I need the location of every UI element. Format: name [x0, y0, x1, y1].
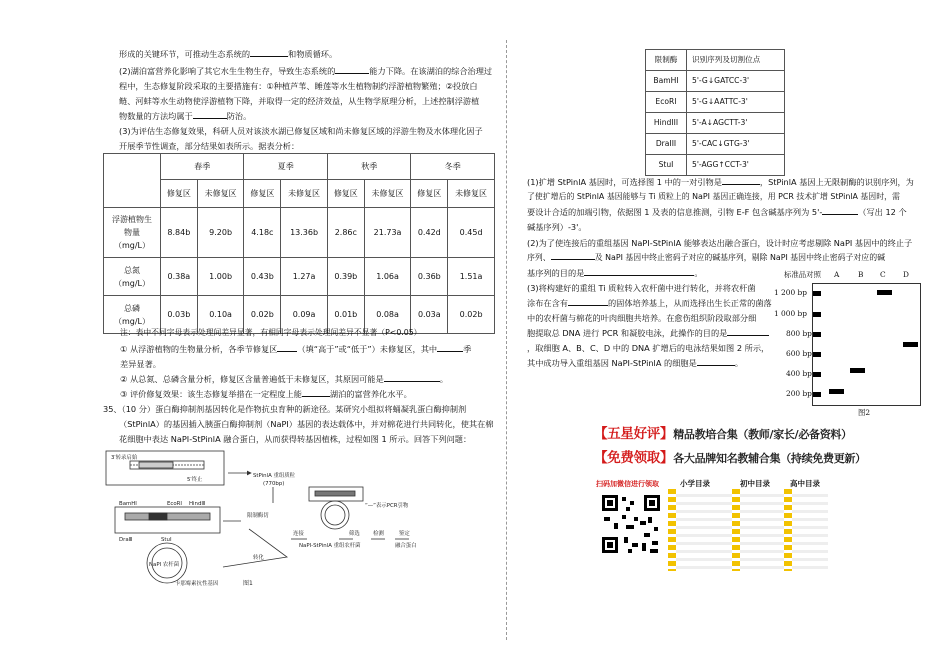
table-cell: 0.03a: [411, 296, 448, 334]
season-header: 春季: [161, 154, 244, 180]
table-cell: 2.86c: [327, 208, 364, 258]
answer-blank: [727, 335, 769, 336]
text: 其中成功导入重组基因 NaPI-StPinlA 的细胞是: [527, 358, 697, 368]
text: 基序列的目的是: [527, 268, 585, 278]
season-header: 秋季: [327, 154, 410, 180]
fig1-text: 鉴定: [399, 531, 410, 537]
text: ，StPinlA 基因上无限制酶的识别序列，为: [759, 177, 914, 187]
fig1-text: 5′终止: [187, 477, 203, 483]
text: 的固体培养基上，从而选择出生长正常的菌落: [607, 298, 772, 308]
text: ② 从总氮、总磷含量分析，修复区含量普遍低于未修复区，其原因可能是: [120, 374, 384, 384]
ad-banner[interactable]: [594, 426, 866, 574]
table-cell: 0.42d: [411, 208, 448, 258]
table-row: [646, 113, 785, 134]
table-cell: 0.39b: [327, 258, 364, 296]
answer-blank: [722, 184, 760, 185]
table-cell: 8.84b: [161, 208, 198, 258]
ad-col-label: 小学目录: [680, 479, 710, 488]
table-cell: 0.08a: [364, 296, 411, 334]
fig1-text: NaPI-StPinlA 重组农杆菌: [299, 543, 361, 549]
row-label: 总磷 （mg/L）: [104, 296, 161, 334]
sub-question: [120, 387, 412, 401]
question-line: [119, 64, 492, 78]
row-label: 总氮 （mg/L）: [104, 258, 161, 296]
fig1-text: 卡那霉素抗性基因: [175, 581, 219, 587]
gel-band: [813, 312, 821, 317]
ad-headline-2: 【免费领取】各大品牌知名教辅合集（持续免费更新）: [594, 450, 866, 466]
fig1-text: 筛选: [349, 531, 360, 537]
fig1-text: 3′转录启始: [111, 455, 138, 461]
table-header: 限制酶: [646, 50, 687, 71]
text: ③ 评价修复效果：该生态修复举措在一定程度上能: [120, 389, 302, 399]
answer-blank: [822, 214, 858, 215]
sub-question: [120, 342, 471, 356]
text: 能力下降。在该湖泊的综合治理过: [369, 66, 493, 76]
season-header: 冬季: [411, 154, 495, 180]
fig1-text: EcoRⅠ: [167, 501, 183, 507]
sub-question: ② 从总氮、总磷含量分析，修复区含量普遍低于未修复区，其原因可能是 。: [120, 374, 448, 384]
text: 涂布在含有: [527, 298, 568, 308]
text: 季: [463, 344, 472, 354]
table-header: 识别序列及切割位点: [687, 50, 785, 71]
ad-scan-label: 扫码加微信进行领取: [596, 480, 659, 488]
answer-blank: [551, 259, 595, 260]
ad-col-label: 高中目录: [790, 479, 820, 488]
question-35-line: [103, 402, 466, 416]
table-cell: 21.73a: [364, 208, 411, 258]
question-line: [119, 109, 251, 123]
fig1-text: 限制酶切: [247, 513, 269, 519]
question-number: 35、: [103, 404, 122, 414]
marker-label: 800 bp: [786, 329, 812, 338]
table-cell: 0.03b: [161, 296, 198, 334]
enzyme-site: 5'-G↓GATCC-3': [687, 71, 785, 92]
text: (2)湖泊富营养化影响了其它水生生物生存，导致生态系统的: [119, 66, 336, 76]
enzyme-site: 5'-CAC↓GTG-3': [687, 134, 785, 155]
question-35-line: 花细胞中表达 NaPI-StPinlA 融合蛋白，从而获得转基因植株，过程如图 1 所示。回答下列问题：: [119, 434, 472, 444]
sub-header: 未修复区: [364, 180, 411, 208]
season-data-table: [103, 153, 495, 334]
question-line: [527, 175, 914, 189]
table-cell: 1.51a: [448, 258, 495, 296]
text: 。: [734, 358, 743, 368]
sub-header: 未修复区: [281, 180, 328, 208]
question-line: [119, 47, 337, 61]
fig1-text: BamHⅠ: [119, 501, 137, 507]
sub-header: 修复区: [244, 180, 281, 208]
text: （填“高于”或“低于”）未修复区，其中: [297, 344, 438, 354]
qr-code-icon: [600, 493, 662, 555]
answer-blank: [437, 351, 463, 352]
table-cell: 0.09a: [281, 296, 328, 334]
table-note: 注：表中不同字母表示处理间差异显著，有相同字母表示处理间差异不显著（P<0.05）: [120, 328, 422, 337]
restriction-enzyme-table: [645, 49, 785, 176]
question-line: ，取细胞 A、B、C、D 中的 DNA 扩增后的电泳结果如图 2 所示，: [527, 343, 770, 353]
gel-band-d: [903, 342, 918, 347]
question-line: [527, 251, 885, 265]
column-divider: [506, 40, 507, 640]
text: 及 NaPI 基因中终止密码子对应的碱基序列，剔除 NaPI 基因中终止密码子对应的碱: [594, 253, 885, 262]
question-line: (3)将构建好的重组 Ti 质粒转入农杆菌中进行转化，并将农杆菌: [527, 283, 756, 293]
gel-band-b: [850, 368, 865, 373]
text: （10 分）蛋白酶抑制剂基因转化是作物抗虫育种的新途径。某研究小组拟将蛹凝乳蛋白酶抑制剂: [121, 404, 467, 414]
gel-band: [813, 372, 821, 377]
table-row: [104, 258, 495, 296]
gel-frame: [812, 283, 921, 406]
table-cell: 4.18c: [244, 208, 281, 258]
marker-label: 1 000 bp: [774, 309, 807, 318]
fig1-text: DraⅢ: [119, 537, 133, 543]
text: （写出 12 个: [858, 207, 907, 217]
table-row: [646, 92, 785, 113]
question-line: [527, 356, 743, 370]
text: 湖泊的富营养化水平。: [329, 389, 412, 399]
fig1-text: (770bp): [263, 481, 285, 487]
question-line: 程中，生态修复阶段采取的主要措施有：①种植芦苇、睡莲等水生植物制约浮游植物繁殖；②投放白: [119, 81, 478, 91]
enzyme-site: 5'-AGG↑CCT-3': [687, 155, 785, 176]
answer-blank: [697, 365, 735, 366]
table-cell: 9.20b: [197, 208, 244, 258]
table-cell: 1.00b: [197, 258, 244, 296]
enzyme-name: StuI: [646, 155, 687, 176]
folder-icon: [732, 489, 740, 571]
figure-1-caption: 图1: [243, 580, 253, 587]
text: 形成的关键环节，可推动生态系统的: [119, 49, 251, 59]
gel-title: 标准品对照: [784, 270, 821, 279]
figure-1-diagram: [103, 447, 421, 587]
lane-label: B: [858, 270, 864, 279]
table-cell: 0.43b: [244, 258, 281, 296]
ad-col-label: 初中目录: [740, 479, 770, 488]
answer-blank: [302, 396, 330, 397]
text: 防治。: [226, 111, 252, 121]
text: 要设计合适的加端引物，依据图 1 及表的信息推测，引物 E-F 包含碱基序列为 5'-: [527, 207, 823, 217]
question-line: 鲢、河蚌等水生动物使浮游植物下降，并取得一定的经济效益，从生物学原理分析，上述控制浮游植: [119, 96, 480, 106]
fig1-text: NaPI 农杆菌: [149, 562, 180, 568]
question-line: 碱基序列）-3'。: [527, 222, 587, 232]
answer-blank: [568, 305, 608, 306]
question-line: (3)为评估生态修复效果，科研人员对该淡水湖已修复区域和尚未修复区域的浮游生物及水体理化因子: [119, 126, 483, 136]
marker-label: 600 bp: [786, 349, 812, 358]
fig1-text: 检测: [373, 531, 384, 537]
text: 胞提取总 DNA 进行 PCR 和凝胶电泳，此操作的目的是: [527, 328, 728, 338]
lane-label: A: [834, 270, 840, 279]
table-cell: 0.38a: [161, 258, 198, 296]
enzyme-name: BamHI: [646, 71, 687, 92]
marker-label: 400 bp: [786, 369, 812, 378]
fig1-text: “—”表示PCR引物: [365, 503, 409, 509]
marker-label: 1 200 bp: [774, 288, 807, 297]
question-line: 了使扩增后的 StPinlA 基因能够与 Ti 质粒上的 NaPI 基因正确连接，用 PCR 技术扩增 StPinlA 基因时，需: [527, 192, 900, 201]
table-cell: 0.01b: [327, 296, 364, 334]
figure-2-caption: 图2: [858, 408, 871, 417]
fig1-text: 融合蛋白: [395, 543, 417, 549]
gel-band: [813, 392, 821, 397]
table-cell: 0.10a: [197, 296, 244, 334]
table-cell: 0.36b: [411, 258, 448, 296]
enzyme-name: HindIII: [646, 113, 687, 134]
table-cell: 0.02b: [448, 296, 495, 334]
answer-blank: [250, 56, 288, 57]
question-line: [527, 266, 703, 280]
sub-header: 修复区: [161, 180, 198, 208]
fig1-text: 转化: [253, 555, 264, 561]
season-header: 夏季: [244, 154, 327, 180]
table-row: [646, 155, 785, 176]
folder-icon: [784, 489, 792, 571]
enzyme-site: 5'-G↓AATTC-3': [687, 92, 785, 113]
gel-band: [813, 352, 821, 357]
table-cell: 0.45d: [448, 208, 495, 258]
table-cell: 1.27a: [281, 258, 328, 296]
row-label: 浮游植物生 物量 （mg/L）: [104, 208, 161, 258]
fig1-text: StPinlA 重组质粒: [253, 473, 296, 479]
question-line: [527, 296, 772, 310]
fig1-text: 连接: [293, 531, 304, 537]
sub-header: 未修复区: [448, 180, 495, 208]
text: ① 从浮游植物的生物量分析，各季节修复区: [120, 344, 278, 354]
table-row: [646, 134, 785, 155]
table-row: [104, 208, 495, 258]
table-cell: 13.36b: [281, 208, 328, 258]
answer-blank: [193, 118, 227, 119]
ad-headline-1: 【五星好评】精品教培合集（教师/家长/必备资料）: [594, 426, 852, 442]
answer-blank: [277, 351, 297, 352]
sub-header: 未修复区: [197, 180, 244, 208]
ad-thumbnail-list: [668, 489, 828, 571]
answer-blank: [384, 381, 440, 382]
fig1-text: StuⅠ: [161, 537, 172, 543]
text: (1)扩增 StPinlA 基因时，可选择图 1 中的一对引物是: [527, 177, 722, 187]
sub-question: 差异显著。: [120, 359, 161, 369]
lane-label: C: [880, 270, 886, 279]
question-line: 开展季节性调查，部分结果如表所示。据表分析：: [119, 141, 300, 151]
question-35-line: （StPinlA）的基因插入胰蛋白酶抑制剂（NaPI）基因的表达载体中，并对棉花进行共同转化，使其在棉: [119, 419, 494, 429]
gel-band-a: [829, 389, 844, 394]
text: 序列、: [527, 253, 551, 262]
table-cell: 0.02b: [244, 296, 281, 334]
text: 和物质循环。: [288, 49, 338, 59]
text: 物数量的方法均属于: [119, 111, 193, 121]
question-line: [527, 326, 769, 340]
table-corner-cell: [104, 154, 161, 208]
gel-band: [813, 291, 821, 296]
sub-header: 修复区: [327, 180, 364, 208]
text: 。: [694, 268, 703, 278]
question-line: 中的农杆菌与棉花的叶肉细胞共培养。在愈伤组织阶段取部分细: [527, 313, 757, 323]
fig1-text: HindⅢ: [189, 501, 206, 507]
enzyme-site: 5'-A↓AGCTT-3': [687, 113, 785, 134]
question-line: (2)为了使连接后的重组基因 NaPI-StPinlA 能够表达出融合蛋白，设计时应考虑剔除 NaPI 基因中的终止子: [527, 238, 913, 248]
enzyme-name: EcoRI: [646, 92, 687, 113]
folder-icon: [668, 489, 676, 571]
lane-label: D: [903, 270, 909, 279]
gel-band-c: [877, 290, 892, 295]
table-cell: 1.06a: [364, 258, 411, 296]
sub-header: 修复区: [411, 180, 448, 208]
answer-blank: [335, 73, 369, 74]
question-line: [527, 205, 907, 219]
enzyme-name: DraIII: [646, 134, 687, 155]
marker-label: 200 bp: [786, 389, 812, 398]
table-row: [646, 71, 785, 92]
gel-band: [813, 332, 821, 337]
answer-blank: [584, 275, 694, 276]
